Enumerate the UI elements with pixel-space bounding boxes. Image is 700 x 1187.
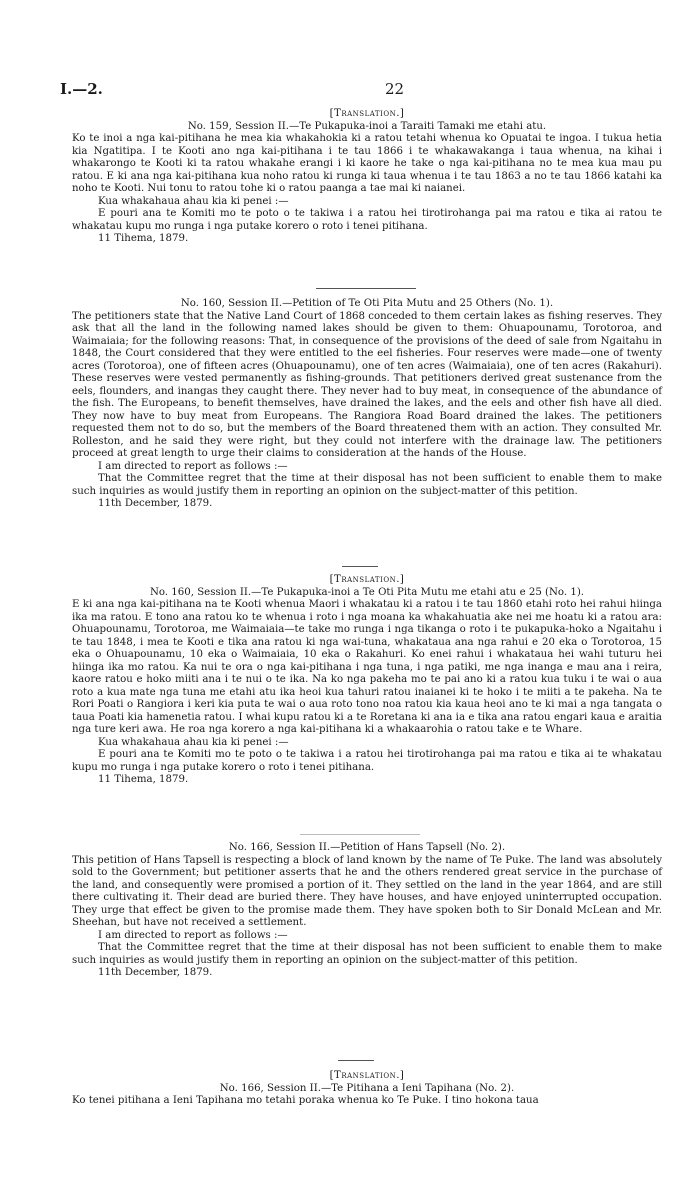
report-direction: I am directed to report as follows :— xyxy=(98,460,288,472)
petition-title: No. 166, Session II.—Te Pitihana a Ieni Tapihana (No. 2). xyxy=(219,1082,515,1094)
report-date: 11th December, 1879. xyxy=(98,967,213,978)
report-date: 11 Tihema, 1879. xyxy=(98,774,189,785)
section-divider xyxy=(342,566,378,567)
page-number: 22 xyxy=(385,80,405,98)
report-direction: Kua whakahaua ahau kia ki penei :— xyxy=(98,195,289,207)
section-divider xyxy=(316,288,416,289)
petition-title: No. 166, Session II.—Petition of Hans Tapsell (No. 2). xyxy=(228,842,506,853)
petition-title: No. 159, Session II.—Te Pukapuka-inoi a Taraiti Tamaki me etahi atu. xyxy=(187,120,547,132)
translation-label: [Translation.] xyxy=(329,574,405,585)
document-reference: I.—2. xyxy=(60,80,103,98)
section-petition-160 xyxy=(72,298,662,511)
section-petition-159-translation xyxy=(72,108,662,246)
petition-title: No. 160, Session II.—Petition of Te Oti Pita Mutu and 25 Others (No. 1). xyxy=(180,298,554,309)
committee-report: That the Committee regret that the time at their disposal has not been sufficient to enable them to make such inquiries as would justify them in reporting an opinion on the subject-matter of this petition. xyxy=(72,473,662,497)
committee-report: That the Committee regret that the time at their disposal has not been sufficient to enable them to make such inquiries as would justify them in reporting an opinion on the subject-matter of this petition. xyxy=(72,942,662,966)
petition-body: E ki ana nga kai-pitihana na te Kooti whenua Maori i whakatau ki a ratou i te tau 1860 etahi roto hei rahui hiinga ika ma ratou. E tono ana ratou ko te whenua i roto i nga moana ka whakahuatia ake nei me hoatu ki a ratou ara: Ohuapounamu, Torotoroa, me Waimaiaia—te take mo runga i nga tikanga o roto i te pukapuka-hoko a Ngaitahu i te tau 1848, i mea te Kooti e tika ana ratou ki nga wai-tuna, whakataua ana nga rahui e 20 eka o Torotoroa, 15 eka o Ohuapounamu, 10 eka o Waimaiaia, 10 eka o Rakahuri. Ko enei rahui i whakataua hei wahi tuturu hei hiinga ika mo ratou. Ka nui te ora o nga kai-pitihana i nga tuna, i nga patiki, me nga inanga e mau ana i reira, kaore ratou e hoko miiti ana i te nui o te ika. Na ko nga pakeha mo te pai ano ki a ratou kua tuku i te wai o aua roto a kua mate nga tuna me etahi atu ika heoi kua tahuri ratou inaianei ki te hoko i te miiti a te pakeha. Na te Rori Poati o Rangiora i keri kia puta te wai o aua roto tono noa ratou kia kaua heoi ano te ki mai a nga tangata o taua Poati kia hamenetia ratou. I whai kupu ratou ki a te Roretana ki ana ia e tika ana ratou engari kaua e araitia nga ture keri awa. He roa nga korero a nga kai-pitihana ki a whakaarohia o ratou take e te Whare. xyxy=(72,599,662,735)
committee-report: E pouri ana te Komiti mo te poto o te takiwa i a ratou hei tirotirohanga pai ma ratou e tika ai ratou te whakatau kupu mo runga i nga putake korero o roto i tenei pitihana. xyxy=(72,208,662,232)
section-petition-160-translation xyxy=(72,574,662,787)
committee-report: E pouri ana te Komiti mo te poto o te takiwa i a ratou hei tirotirohanga pai ma ratou e tika ai te whakatau kupu mo runga i nga putake korero o roto i tenei pitihana. xyxy=(72,749,662,773)
section-petition-166-translation xyxy=(72,1070,662,1108)
report-date: 11th December, 1879. xyxy=(98,498,213,509)
petition-body: Ko tenei pitihana a Ieni Tapihana mo tetahi poraka whenua ko Te Puke. I tino hokona taua xyxy=(72,1095,539,1106)
petition-body: This petition of Hans Tapsell is respecting a block of land known by the name of Te Puke. The land was absolutely sold to the Government; but petitioner asserts that he and the others rendered great service in the purchase of the land, and consequently were promised a portion of it. They settled on the land in the year 1864, and are still there cultivating it. Their dead are buried there. They have houses, and have enjoyed uninterrupted occupation. They urge that effect be given to the promise made them. They have spoken both to Sir Donald McLean and Mr. Sheehan, but have not received a settlement. xyxy=(72,854,662,928)
translation-label: [Translation.] xyxy=(329,1070,405,1081)
translation-label: [Translation.] xyxy=(329,108,405,119)
petition-body: Ko te inoi a nga kai-pitihana he mea kia whakahokia ki a ratou tetahi whenua ko Opuatai te ingoa. I tukua hetia kia Ngatitipa. I te Kooti ano nga kai-pitihana i te tau 1866 i te whakawakanga i taua whenua, na kihai i whakarongo te Kooti ki ta ratou whakahe erangi i ki kaore he take o nga kai-pitihana no te mea kua mau pu ratou. E ki ana nga kai-pitihana kua noho ratou ki runga ki taua whenua i te tau 1863 a no te tau 1866 katahi ka noho te Kooti. Nui tonu to ratou tohe ki o ratou paanga a tae mai ki naianei. xyxy=(72,133,662,194)
page-header xyxy=(60,80,650,102)
petition-body: The petitioners state that the Native Land Court of 1868 conceded to them certain lakes as fishing reserves. They ask that all the land in the following named lakes should be given to them: Ohuapounamu, Torotoroa, and Waimaiaia; for the following reasons: That, in consequence of the provisions of the deed of sale from Ngaitahu in 1848, the Court considered that they were entitled to the eel fisheries. Four reserves were made—one of twenty acres (Torotoroa), one of fifteen acres (Ohuapounamu), one of ten acres (Waimaiaia), one of ten acres (Rakahuri). These reserves were vested permanently as fishing-grounds. That petitioners derived great sustenance from the eels, flounders, and inangas they caught there. They never had to buy meat, in consequence of the abundance of the fish. The Europeans, to benefit themselves, have drained the lakes, and the eels and other fish have all died. They now have to buy meat from Europeans. The Rangiora Road Board drained the lakes. The petitioners requested them not to do so, but the members of the Board threatened them with an action. They consulted Mr. Rolleston, and he said they were right, but they could not interfere with the drainage law. The petitioners proceed at great length to urge their claims to consideration at the hands of the House. xyxy=(72,310,662,459)
section-divider xyxy=(300,834,420,835)
section-divider xyxy=(338,1060,374,1061)
report-date: 11 Tihema, 1879. xyxy=(98,233,189,244)
section-petition-166 xyxy=(72,842,662,980)
report-direction: I am directed to report as follows :— xyxy=(98,929,288,941)
petition-title: No. 160, Session II.—Te Pukapuka-inoi a Te Oti Pita Mutu me etahi atu e 25 (No. 1). xyxy=(149,586,585,598)
report-direction: Kua whakahaua ahau kia ki penei :— xyxy=(98,736,289,748)
